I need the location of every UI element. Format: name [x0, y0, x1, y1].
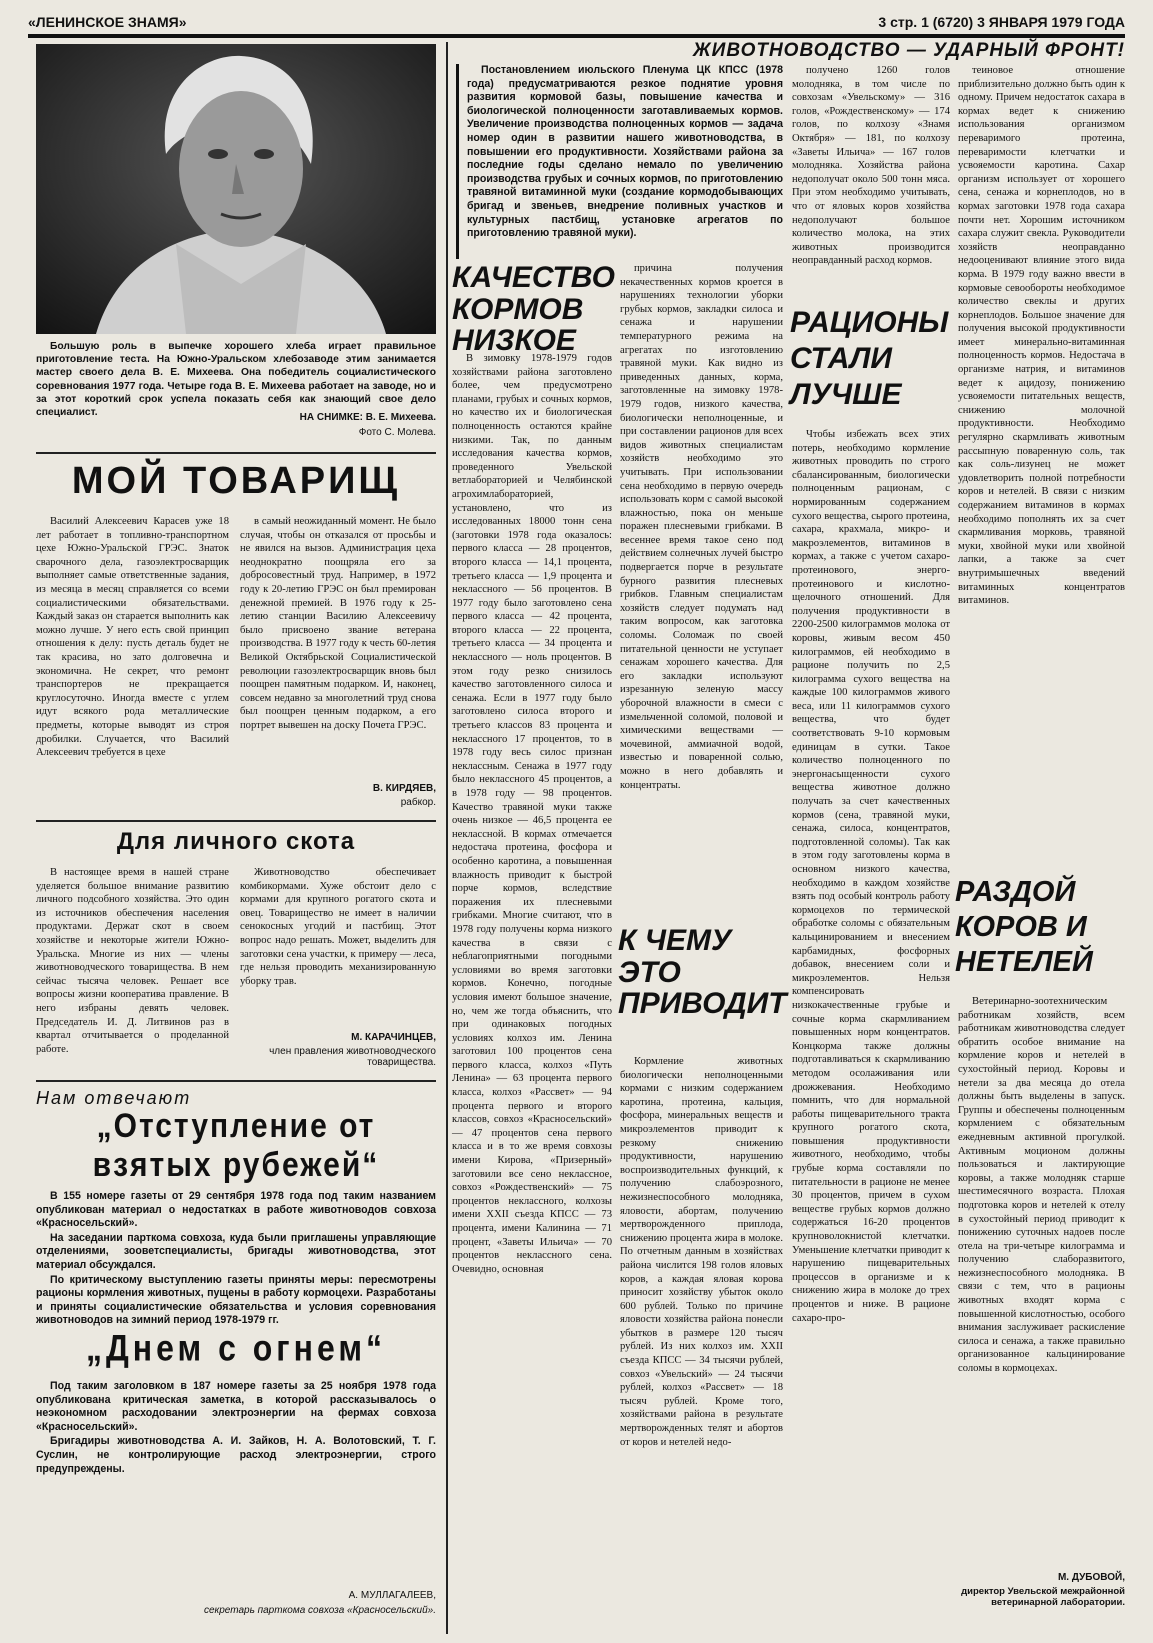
article1-signature-role: рабкор. [400, 797, 436, 808]
final-signature-role: директор Увельской межрайонной ветеринарной лаборатории. [961, 1586, 1125, 1608]
woman-portrait-image [36, 44, 436, 334]
quality-article-col [452, 352, 612, 1635]
article4-body [36, 1380, 436, 1580]
kicker-we-answer: Нам отвечают [36, 1088, 192, 1108]
article1-col2-text: в самый неожиданный момент. Не было случая, чтобы он отказался от просьбы и не явился на вызов. Администрация цеха неоднократно поощряла его за добросовестный труд. Например, в 1972 году к 20-летию ГРЭС он был премирован денежной премией. В 1976 году к 25-летию станции Василию Алексеевичу было присвоено звание ветерана производства. В 1977 году к честь 60-летия Великой Октябрьской Социалистической революции газоэлектросварщик вновь был поощрен памятным подарком. И, наконец, совсем недавно за многолетний труд снова был поощрен ценным подарком, а его портрет вывешен на доску Почета ГРЭС. [240, 516, 436, 731]
article2-col2 [240, 866, 436, 1026]
why-article-col [620, 1055, 783, 1635]
quality-text: В зимовку 1978-1979 годов хозяйствами района заготовлено более, чем предусмотрено планами, грубых и сочных кормов, но качество их и биологическая полноценность остаются крайне низкими. Так, по данным исследования качества кормов, проведенного Увельской ветлабораторией и Челябинской агрохимлабораторией, установлено, что из исследованных 18000 тонн сена (заготовки 1978 года оказалось: первого класса — 28 процентов, второго класса — 14,1 процента, третьего класса — 1,9 процента и неклассного — 56 процентов. В 1977 году было заготовлено сена первого класса — 42 процента, второго класса — 22 процента, третьего класса — 34 процента и неклассного — ноль процентов. В этом году резко снизилось качество заготовленного силоса и сенажа. Если в 1977 году было заготовлено силоса второго и третьего классов 83 процента и неклассного 17 процентов, то в 1978 году весь силос признан неклассным. Сенажа в 1977 году было неклассного 45 процентов, а в 1978 году — 98 процентов. Качество травяной муки также очень низкое — 46,5 процента ее неклассной. В кормах отмечается недостача протеина, фосфора и особенно каротина, а повышенная влажность приводит к быстрой порче кормов, вследствие поражения их плесневыми грибками. Многие считают, что в 1978 году получены корма низкого качества в связи с неблагоприятными погодными условиями во время заготовки кормов. Конечно, погодные условия имеют большое значение, но, чем же тогда объяснить, что при одинаковых погодных условиях колхоз им. Ленина заготовил 100 процентов сена первого класса, колхоз «Путь Ленина» — 63 процента первого класса, колхоз «Рассвет» — 94 процента первого и второго классов, совхоз «Красносельский» — 47 процентов сена первого класса и в то же время совхозы имени Кирова, «Призерный» заготовили все сено неклассное, совхоз «Рождественский» — 75 процентов неклассного, колхозы имени XXII съезда КПСС — 73 процента, имени Калинина — 71 процент, «Заветы Ильича» — 70 процентов неклассного сена. Очевидно, основная [452, 353, 612, 1275]
masthead-date: 3 стр. 1 (6720) 3 ЯНВАРЯ 1979 ГОДА [878, 14, 1125, 30]
article-title-my-comrade: МОЙ ТОВАРИЩ [71, 460, 401, 502]
article3-p2: На заседании парткома совхоза, куда были приглашены управляющие отделениями, зооветспециалисты, бригады животноводства, этот материал обсуждался. [36, 1231, 436, 1271]
article4-signature: А. МУЛЛАГАЛЕЕВ, [348, 1590, 436, 1601]
col4-upper [792, 64, 950, 299]
article1-signature: В. КИРДЯЕВ, [372, 783, 436, 794]
article2-col1 [36, 866, 229, 1071]
col4-upper-text: получено 1260 голов молодняка, в том числе по совхозам «Увельскому» — 316 голов, «Рождественскому» — 174 голов, по колхозу «Знамя Октября» — 181, по колхозу «Заветы Ильича» — 167 голов молодняка. Хозяйства района недополучат около 500 тонн мяса. При этом необходимо учитывать, что от яловых коров хозяйства недополучают большое количество молока, на этих животных производится неоправданный расход кормов. [792, 65, 950, 267]
masthead [28, 8, 1125, 38]
col3-upper-text: причина получения некачественных кормов кроется в нарушениях технологии уборки грубых кормов, закладки силоса и сенажа и нарушении температурного режима на агрегатах по изготовлению травяной муки. Как видно из приведенных данных, корма, заготовленные на зимовку 1978-1979 годов, низкого качества, биологически неполноценные, и при составлении рационов для всех видов животных специалистам хозяйств необходимо это учитывать. При использовании сена необходимо в первую очередь использовать корм с самой высокой влажностью, пока он меньше поражен плесневыми грибками. В весеннее время такое сено под действием солнечных лучей быстро подвергается порче в результате бурного развития плесневых грибков. Главным специалистам хозяйств следует подумать над таким вопросом, как заготовка соломы. Соломаж по своей питательной ценности не уступает сенажам хорошего качества. Для его закладки используют изрезанную зеленую массу уборочной влажности в смеси с измельченной соломой, половой и химическими веществами — мочевиной, аммиачной водой, известью и поваренной солью, можно в него добавлять и концентраты. [620, 263, 783, 791]
photo-credit-2: Фото С. Молева. [358, 427, 436, 438]
photo-credit-1: НА СНИМКЕ: В. Е. Михеева. [299, 412, 436, 423]
article-title-personal-livestock: Для личного скота [116, 828, 356, 855]
article4-signature-role: секретарь парткома совхоза «Красносельский». [203, 1605, 436, 1616]
photo-caption [36, 340, 436, 420]
lead-text: Постановлением июльского Пленума ЦК КПСС (1978 года) предусматриваются резкое поднятие уровня развития кормовой базы, повышение качества и биологической полноценности заготавливаемых кормов. Увеличение производства полноценных кормов — задача номер один в развитии нашего животноводства, в повышении его продуктивности. Хозяйствами района за последние годы сделано немало по увеличению производства грубых и сочных кормов, по приготовлению травяной витаминной муки (создание кормодобывающих бригад и звеньев, внедрение поливных участков и культурных пастбищ, установке агрегатов по приготовлению травяной муки). [467, 64, 783, 240]
photo-caption-text: Большую роль в выпечке хорошего хлеба играет правильное приготовление теста. На Южно-Уральском хлебозаводе этим занимается мастер своего дела В. Е. Михеева. Она победитель социалистического соревнования 1977 года. Четыре года В. Е. Михеева работает на заводе, но и за этот короткий срок успела показать себя как знающий свое дело специалист. [36, 341, 436, 419]
article2-signature: М. КАРАЧИНЦЕВ, [351, 1032, 436, 1043]
article-title-daytime-fire: „Днем с огнем“ [86, 1327, 386, 1369]
why-text: Кормление животных биологически неполноценными кормами с низким содержанием каротина, протеина, кальция, фосфора, минеральных веществ и микроэлементов приводит к резкому снижению продуктивности, нарушению воспроизводительных функций, к получению слабоэрозного, нежизнеспособного молодняка, яловости, абортам, получению мертворожденного приплода, снижению процента жира в молоке. По отчетным данным в хозяйствах района числится 198 голов яловых коров, а каждая яловая корова приносит хозяйству убыток около 600 рублей. Только по причине яловости хозяйства района понесли убытков в размере 120 тысяч рублей. Из них колхоз им. XXII съезда КПСС — 34 тысячи рублей, совхоз «Увельский» — 24 тысячи рублей, колхоз «Рассвет» — 18 тысяч рублей. Кроме того, хозяйствами района в результате мертворожденных телят и абортов от коров и нетелей недо- [620, 1056, 783, 1448]
lead-box [456, 64, 783, 259]
rations-text: Чтобы избежать всех этих потерь, необходимо кормление животных проводить по строго сбалансированным, биологически полноценным рационам, с нормированным содержанием сухого вещества, сырого протеина, сахара, крахмала, микро- и макроэлементов, витаминов в кормах, а также с учетом сахаро-протеинового, энерго-протеинового и кислотно-щелочного отношений. Для получения продуктивности в 2200-2500 килограммов молока от коровы, живым весом 450 килограммов, ей необходимо в рационе получить по 2,5 килограмма сухого вещества на каждые 100 килограммов живого веса, или 11 килограммов сухого вещества, что будет соответствовать 9-10 кормовым единицам в сутки. Такое количество полноценного по энергонасыщенности сухого вещества животное должно получать за счет качественных кормов (сена, травяной муки, сенажа, силоса, концентратов, подготовленной соломы). Так как в этом году заготовлены корма в основном низкого качества, необходимо в каждом хозяйстве взять под особый контроль работу кормоцехов по термической обработке соломы с обязательным кальцинированием и внесением карбамидных, фосфорных добавок, внесением соли и микроэлементов. Нельзя компенсировать низкокачественные грубые и сочные корма скармливанием повышенных норм концентратов. Концкорма также должны подготавливаться к скармливанию методом осолаживания или дрожжевания. Необходимо помнить, что для нормальной работы пищеварительного тракта крупного рогатого скота, повышения продуктивности животного, необходимо, чтобы грубые корма составляли по питательности в рационе не менее 30 процентов, причем в сухом веществе грубых кормов должно содержаться 16-20 процентов крупноволокнистой клетчатки. Уменьшение клетчатки приводит к нарушению пищеварительных процессов в организме и к снижению жира в молоке до трех процентов и ниже. В рационе сахаро-про- [792, 429, 950, 1324]
article-title-retreat: „Отступление от взятых рубежей“ [92, 1106, 380, 1184]
article2-col2-text: Животноводство обеспечивает комбикормами. Хуже обстоит дело с кормами для крупного рогатого скота и овец. Товарищество не имеет в наличии сенокосных угодий и пастбищ. Этот вопрос надо решать. Может, выделить для заготовки сена участки, к примеру — леса, где нельзя проводить механизированную уборку трав. [240, 867, 436, 987]
col5-upper-text: теиновое отношение приблизительно должно быть один к одному. Причем недостаток сахара в кормах ведет к снижению использования организмом переваримого протеина, переваримости клетчатки и усвояемости каротина. Сахар организм использует от хорошего сена, сенажа и корнеплодов, но в кормах заготовки 1978 года сахара почти нет. Хорошим источником сахара служит свекла. Руководители хозяйств неоправданно недооценивают влияние этого вида корма. В 1979 году важно ввести в кормовые севообороты необходимое количество свеклы и других корнеплодов. Большое значение для получения высокой продуктивности имеет минерально-витаминная полноценность кормов. Недостача в организме натрия, и витаминов ведет к ацидозу, понижению усвояемости питательных веществ, снижению молочной продуктивности. Необходимо регулярно скармливать животным рассыпную поваренную соль, так как соль-лизунец не может удовлетворить полной потребности коров и нетелей. В связи с низким содержанием витаминов в кормах необходимо пополнять их за счет скармливания морковь, травяной муки, хвойной муки или хвойной лапки, а также за счет внутримышечных введений витаминных концентратов витаминов. [958, 65, 1125, 607]
headline-quality: КАЧЕСТВО КОРМОВ НИЗКОЕ [452, 261, 615, 357]
col3-upper [620, 262, 783, 917]
article1-col2 [240, 515, 436, 775]
headline-milking: РАЗДОЙ КОРОВ И НЕТЕЛЕЙ [955, 876, 1093, 978]
portrait-photo [36, 44, 436, 334]
column-divider [446, 42, 448, 1634]
article4-p1: Под таким заголовком в 187 номере газеты за 25 ноября 1978 года опубликована критическая заметка, в которой рассказывалось о неэкономном расходовании электроэнергии на фермах совхоза «Красносельский». [36, 1380, 436, 1433]
headline-why: К ЧЕМУ ЭТО ПРИВОДИТ [618, 924, 787, 1020]
article3-p3: По критическому выступлению газеты приняты меры: пересмотрены рационы кормления животных, пущены в работу кормоцехи. Разработаны и приняты социалистические обязательства и условия соревнования животноводов на зимний период 1978-1979 гг. [36, 1273, 436, 1327]
article1-col1 [36, 515, 229, 810]
article2-col1-text: В настоящее время в нашей стране уделяется большое внимание развитию личного подсобного хозяйства. Это один из источников обеспечения населения продуктами. Держат скот в своем хозяйстве и некоторые жители Южно-Уральска. Многие из них — члены животноводческого товарищества. В нем сейчас тысяча человек. Решает все вопросы жизни кооператива правление. В него избраны девять человек. Председатель И. Д. Литвинов раз в квартал отчитывается о проделанной работе. [36, 867, 229, 1055]
section-heading: ЖИВОТНОВОДСТВО — УДАРНЫЙ ФРОНТ! [693, 40, 1125, 61]
article3-p1: В 155 номере газеты от 29 сентября 1978 года под таким названием опубликован материал о недостатках в работе животноводов совхоза «Красносельский». [36, 1190, 436, 1230]
rations-article-col [792, 428, 950, 1635]
left-column [30, 40, 443, 1635]
headline-rations: РАЦИОНЫ СТАЛИ ЛУЧШЕ [790, 306, 949, 411]
final-signature: М. ДУБОВОЙ, [1057, 1572, 1125, 1583]
col5-upper [958, 64, 1125, 869]
milking-article-col [958, 995, 1125, 1565]
article1-col1-text: Василий Алексеевич Карасев уже 18 лет работает в топливно-транспортном цехе Южно-Уральской ГРЭС. Знаток сварочного дела, газоэлектросварщик выполняет самые ответственные задания, из месяца в месяц справляется со всеми социалистическими обязательствами. Каждый заказ он старается выполнить как можно лучше. У него есть свой принцип отношения к делу: пусть деталь будет не так красива, но зато долговечна и экономична. Не секрет, что ремонт транспортеров не прекращается круглосуточно. Иногда вместе с углем идут всякого рода металлические предметы, которые выводят из строя дробилки. Случается, что Василий Алексеевич требуется в цехе [36, 516, 229, 759]
article2-signature-role: член правления животноводческого товарищества. [269, 1046, 436, 1068]
milking-text: Ветеринарно-зоотехническим работникам хозяйств, всем работникам животноводства следует обратить особое внимание на кормление коров и нетелей в сухостойный период. Коровы и нетели за два месяца до отела должны быть выделены в запуск. Группы и обеспечены полноценным кормлением с обязательным ежедневным активной прогулкой. Активным моционом должны пользоваться и лактирующие коровы, а также молодняк старше шестимесячного возраста. Плохая подготовка коров и нетелей к отелу в сухостойный период приводит к понижению суточных надоев после отела на три-четыре килограмма и получению слаборазвитого, нежизнеспособного молодняка. В связи с тем, что в рационы животных входят корма с повышенной кислотностью, особого внимания заслуживает раскисление силоса и сенажа, а также правильно организованное кальцинирование соломы в кормоцехах. [958, 996, 1125, 1375]
article4-p2: Бригадиры животноводства А. И. Зайков, Н. А. Волотовский, Т. Г. Суслин, не контролирующие расход электроэнергии, строго предупреждены. [36, 1435, 436, 1475]
masthead-title: «ЛЕНИНСКОЕ ЗНАМЯ» [28, 14, 187, 30]
article3-body [36, 1190, 436, 1327]
